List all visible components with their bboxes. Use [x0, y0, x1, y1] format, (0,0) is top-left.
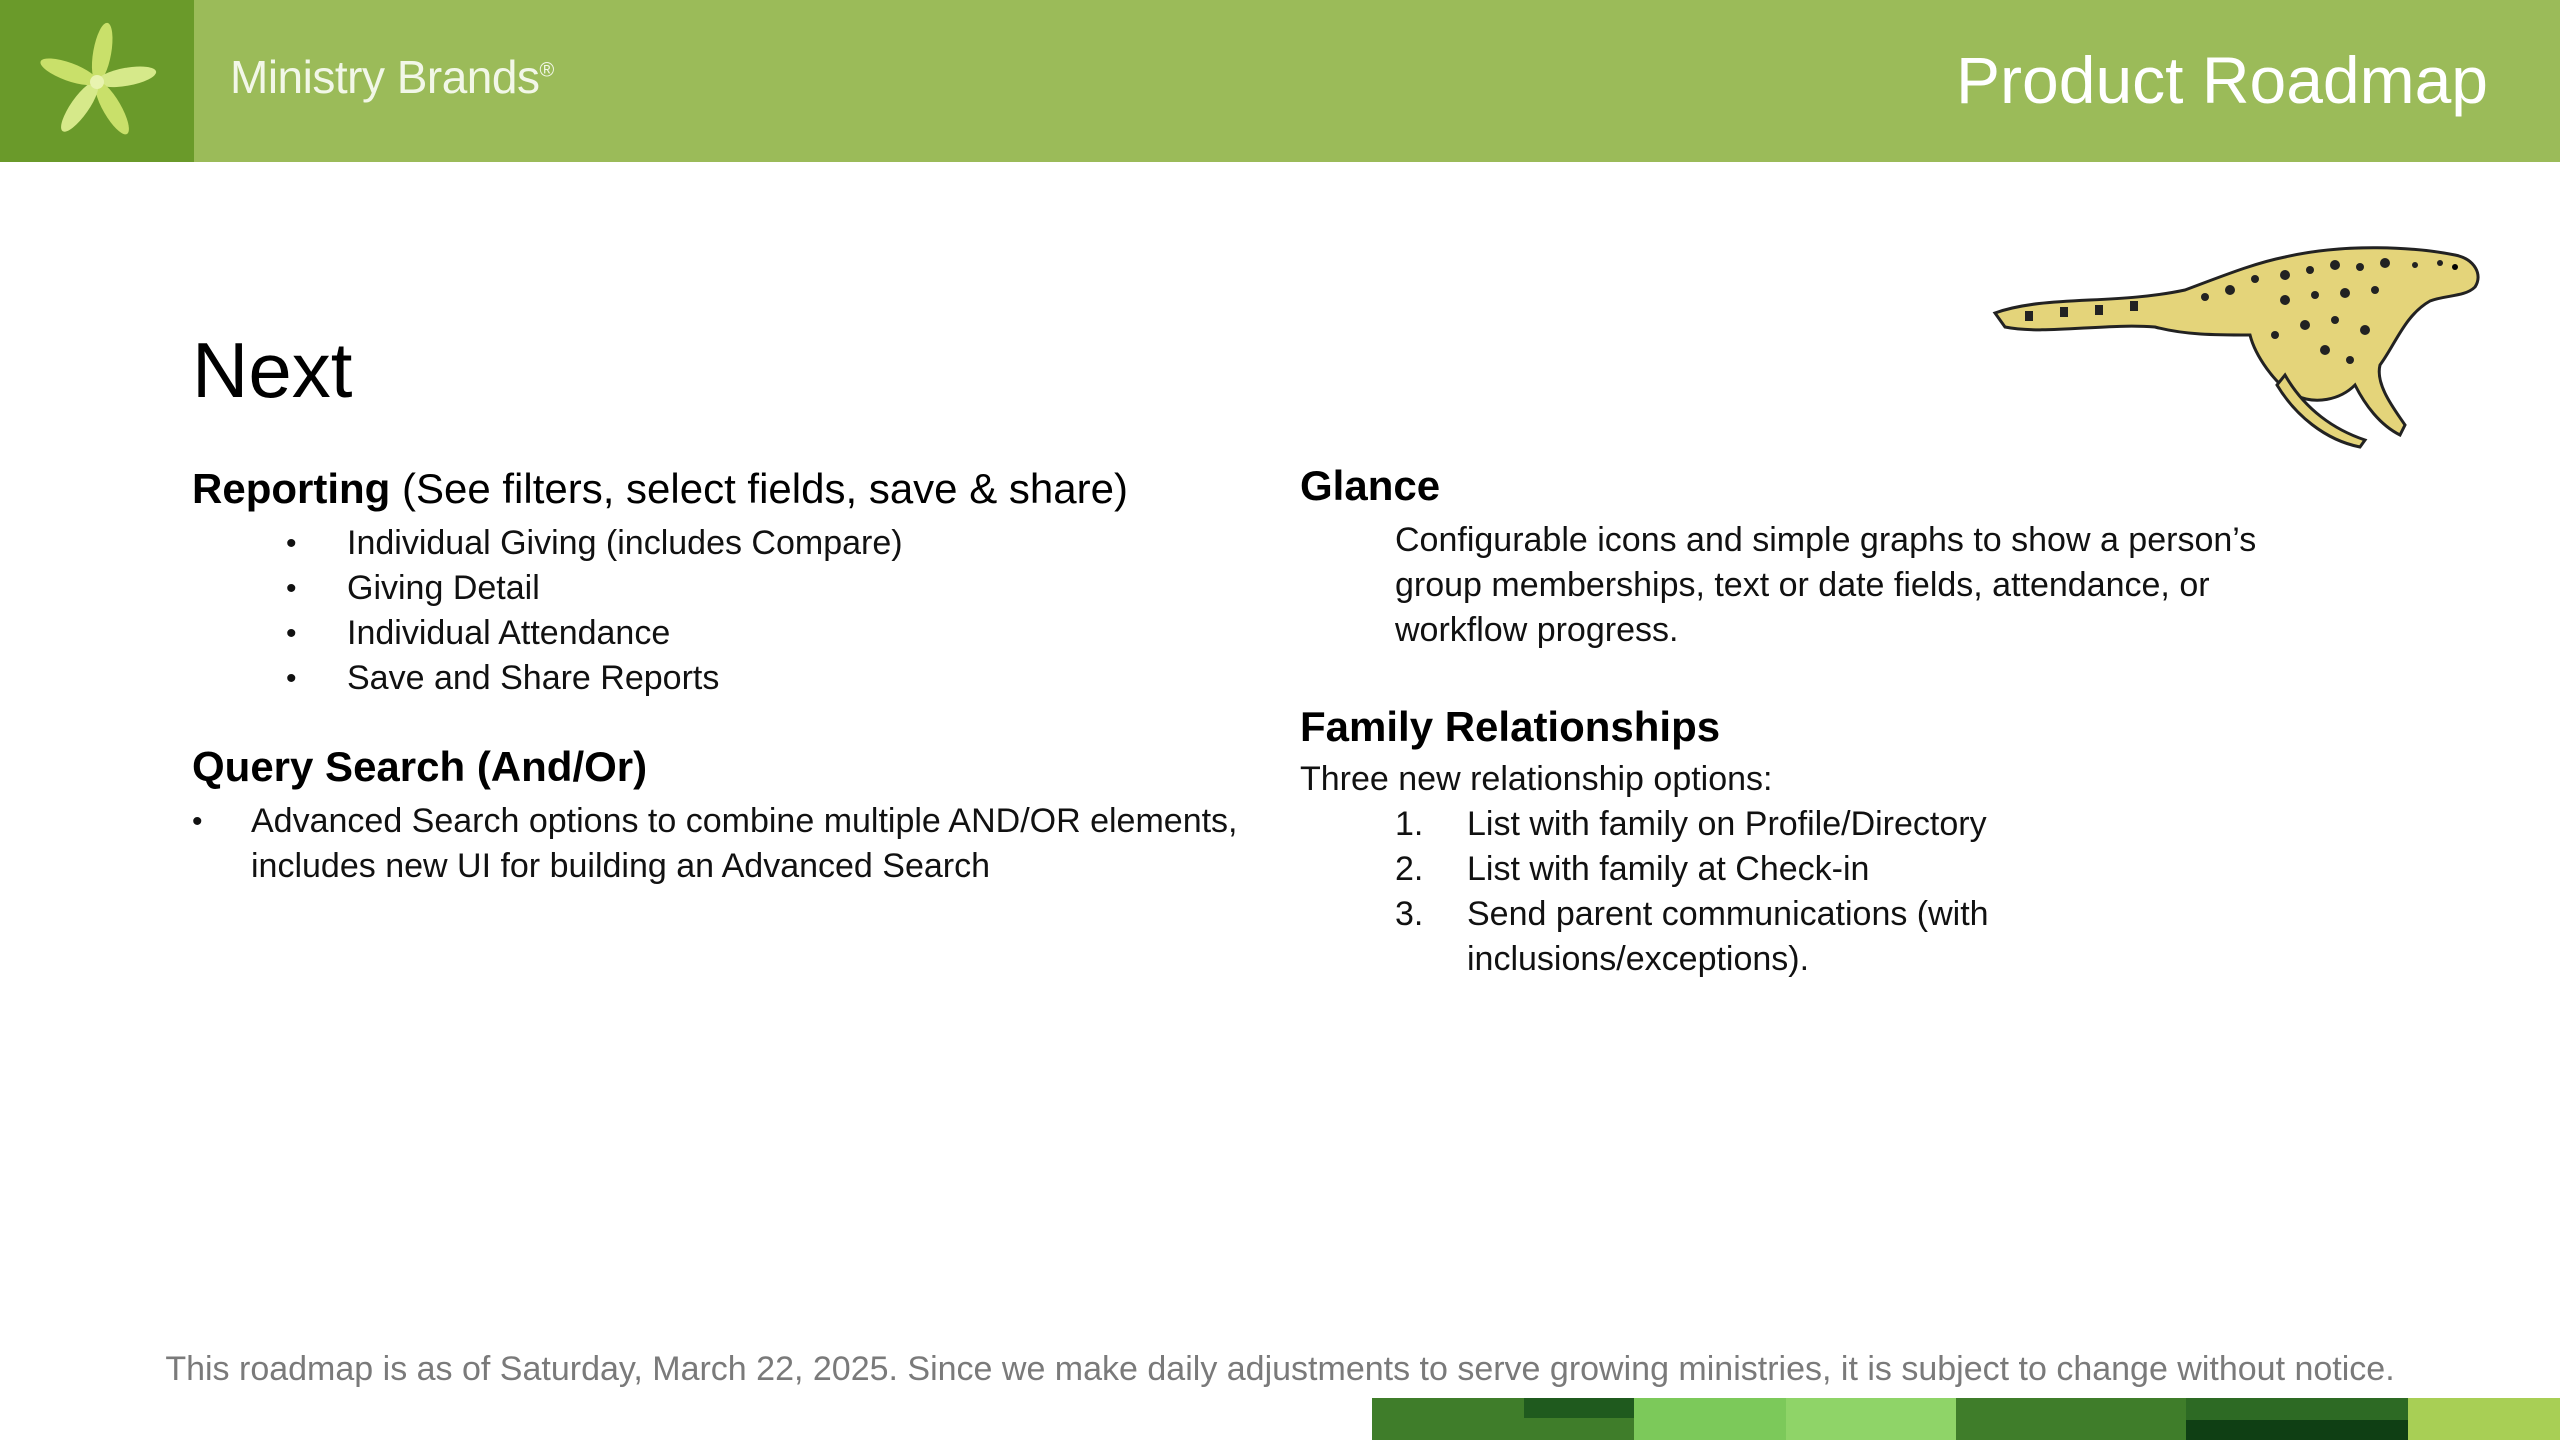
header-bar: [0, 0, 2560, 162]
brand-registered-mark: ®: [539, 59, 554, 82]
glance-heading: Glance: [1300, 462, 1441, 509]
footer-disclaimer: This roadmap is as of Saturday, March 22, 2025. Since we make daily adjustments to serve growing ministries, it is subject to change without notice.: [165, 1350, 2395, 1388]
left-column: [192, 465, 1242, 889]
family-heading: Family Relationships: [1300, 703, 1721, 750]
list-item: [1300, 892, 2067, 982]
list-text: Send parent communications (with inclusions/exceptions).: [1467, 895, 1989, 978]
reporting-list: [192, 521, 1242, 701]
header-title: Product Roadmap: [1956, 43, 2488, 117]
family-list: [1300, 802, 2400, 982]
reporting-subtitle: (See filters, select fields, save & share): [390, 465, 1128, 512]
ministry-brands-logo-icon: [0, 0, 194, 162]
query-search-item: [192, 799, 1251, 889]
list-item: • Individual Attendance: [192, 611, 1242, 656]
brand-name: [230, 50, 554, 104]
list-number: 2.: [1395, 850, 1424, 888]
list-item: [1300, 802, 2067, 847]
list-item: [1300, 847, 2067, 892]
right-column: [1300, 462, 2400, 982]
reporting-heading: [192, 465, 1242, 513]
slide-title: Next: [192, 326, 353, 414]
list-number: 1.: [1395, 805, 1424, 843]
list-item: • Save and Share Reports: [192, 656, 1242, 701]
glance-text: Configurable icons and simple graphs to show a person’s group memberships, text or date fields, attendance, or workflow progress.: [1395, 521, 2257, 649]
family-intro: Three new relationship options:: [1300, 760, 1773, 798]
bullet: •: [192, 805, 203, 838]
query-search-heading: Query Search (And/Or): [192, 743, 648, 790]
list-text: List with family on Profile/Directory: [1467, 805, 1987, 843]
list-text: List with family at Check-in: [1467, 850, 1870, 888]
list-item: • Giving Detail: [192, 566, 1242, 611]
brand-text: Ministry Brands: [230, 51, 540, 103]
list-number: 3.: [1395, 895, 1424, 933]
reporting-title: Reporting: [192, 465, 391, 512]
query-search-text: Advanced Search options to combine multiple AND/OR elements, includes new UI for building an Advanced Search: [251, 802, 1238, 885]
cheetah-image: [1985, 235, 2485, 455]
list-item: • Individual Giving (includes Compare): [192, 521, 1242, 566]
